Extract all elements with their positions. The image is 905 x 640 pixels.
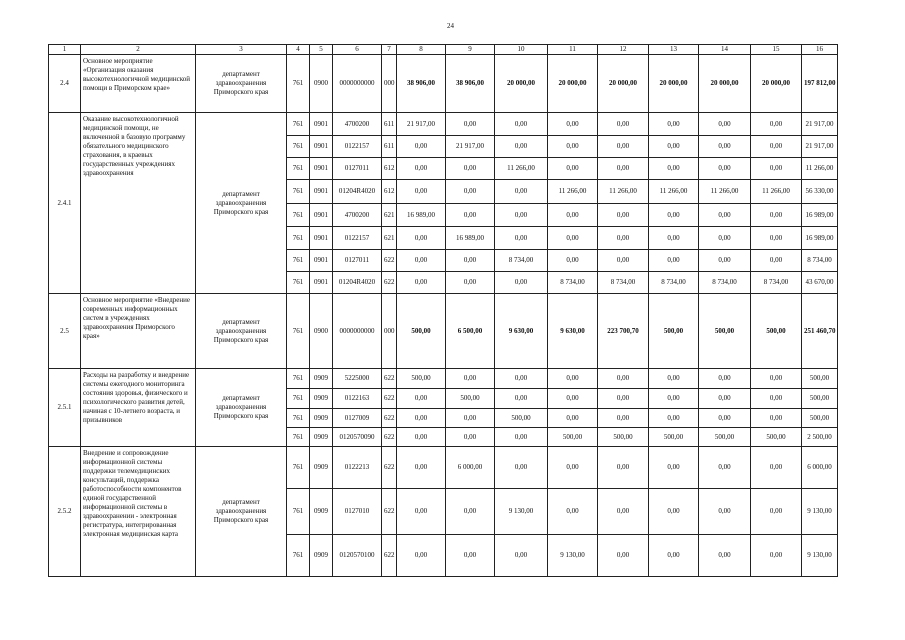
- amount-col-10: 11 266,00: [495, 158, 548, 180]
- amount-col-15: 0,00: [751, 227, 802, 250]
- amount-col-11: 0,00: [548, 489, 598, 535]
- item-name: Оказание высокотехнологичной медицинской помощи, не включенной в базовую программу обязательного медицинского страхования, в краевых государственных учреждениях здравоохранения: [81, 113, 196, 294]
- grbs-code: 761: [287, 204, 310, 227]
- expense-type-code: 000: [382, 294, 397, 369]
- amount-col-15: 0,00: [751, 535, 802, 577]
- section-code: 0901: [310, 158, 333, 180]
- amount-col-9: 38 906,00: [446, 55, 495, 113]
- section-code: 0909: [310, 489, 333, 535]
- amount-col-12: 0,00: [598, 447, 649, 489]
- amount-col-16: 8 734,00: [802, 250, 838, 272]
- column-header-6: 6: [333, 45, 382, 55]
- amount-col-10: 0,00: [495, 428, 548, 447]
- amount-col-15: 20 000,00: [751, 55, 802, 113]
- amount-col-15: 500,00: [751, 428, 802, 447]
- item-number: 2.5: [49, 294, 81, 369]
- amount-col-9: 0,00: [446, 250, 495, 272]
- amount-col-14: 0,00: [699, 136, 751, 158]
- amount-col-8: 16 989,00: [397, 204, 446, 227]
- amount-col-12: 0,00: [598, 409, 649, 428]
- column-header-7: 7: [382, 45, 397, 55]
- responsible-department: департамент здравоохранения Приморского края: [196, 369, 287, 447]
- column-header-16: 16: [802, 45, 838, 55]
- amount-col-9: 500,00: [446, 389, 495, 409]
- amount-col-13: 0,00: [649, 136, 699, 158]
- amount-col-12: 0,00: [598, 389, 649, 409]
- amount-col-12: 223 700,70: [598, 294, 649, 369]
- grbs-code: 761: [287, 409, 310, 428]
- column-header-9: 9: [446, 45, 495, 55]
- amount-col-12: 0,00: [598, 535, 649, 577]
- amount-col-11: 9 630,00: [548, 294, 598, 369]
- amount-col-16: 16 989,00: [802, 204, 838, 227]
- section-code: 0900: [310, 55, 333, 113]
- target-article-code: 0127010: [333, 489, 382, 535]
- expense-type-code: 000: [382, 55, 397, 113]
- section-code: 0909: [310, 535, 333, 577]
- amount-col-14: 0,00: [699, 389, 751, 409]
- target-article-code: 0120570100: [333, 535, 382, 577]
- amount-col-9: 0,00: [446, 535, 495, 577]
- item-name: Основное мероприятие «Организация оказания высокотехнологичной медицинской помощи в Приморском крае»: [81, 55, 196, 113]
- expense-type-code: 612: [382, 180, 397, 204]
- amount-col-10: 0,00: [495, 204, 548, 227]
- amount-col-14: 0,00: [699, 535, 751, 577]
- amount-col-12: 0,00: [598, 369, 649, 389]
- amount-col-13: 0,00: [649, 227, 699, 250]
- target-article-code: 0122157: [333, 227, 382, 250]
- amount-col-11: 0,00: [548, 447, 598, 489]
- amount-col-16: 56 330,00: [802, 180, 838, 204]
- item-name: Расходы на разработку и внедрение системы ежегодного мониторинга состояния здоровья, физического и психологического развития детей, начиная с 10-летнего возраста, и призывников: [81, 369, 196, 447]
- amount-col-16: 11 266,00: [802, 158, 838, 180]
- amount-col-12: 8 734,00: [598, 272, 649, 294]
- amount-col-8: 0,00: [397, 409, 446, 428]
- amount-col-14: 0,00: [699, 227, 751, 250]
- expense-type-code: 622: [382, 447, 397, 489]
- amount-col-11: 500,00: [548, 428, 598, 447]
- table-row: [49, 55, 838, 113]
- amount-col-15: 0,00: [751, 250, 802, 272]
- column-header-12: 12: [598, 45, 649, 55]
- amount-col-9: 0,00: [446, 369, 495, 389]
- amount-col-11: 11 266,00: [548, 180, 598, 204]
- column-header-15: 15: [751, 45, 802, 55]
- amount-col-12: 0,00: [598, 227, 649, 250]
- grbs-code: 761: [287, 250, 310, 272]
- table-row: [49, 447, 838, 489]
- grbs-code: 761: [287, 180, 310, 204]
- budget-table: [48, 44, 838, 577]
- amount-col-15: 0,00: [751, 369, 802, 389]
- amount-col-14: 0,00: [699, 113, 751, 136]
- column-header-8: 8: [397, 45, 446, 55]
- amount-col-16: 2 500,00: [802, 428, 838, 447]
- grbs-code: 761: [287, 55, 310, 113]
- amount-col-11: 0,00: [548, 227, 598, 250]
- amount-col-13: 0,00: [649, 409, 699, 428]
- table-row: [49, 369, 838, 389]
- column-header-1: 1: [49, 45, 81, 55]
- amount-col-15: 0,00: [751, 158, 802, 180]
- amount-col-14: 0,00: [699, 158, 751, 180]
- section-code: 0901: [310, 272, 333, 294]
- column-header-4: 4: [287, 45, 310, 55]
- amount-col-11: 0,00: [548, 389, 598, 409]
- amount-col-14: 0,00: [699, 369, 751, 389]
- amount-col-8: 500,00: [397, 369, 446, 389]
- target-article-code: 4700200: [333, 204, 382, 227]
- section-code: 0900: [310, 294, 333, 369]
- amount-col-11: 8 734,00: [548, 272, 598, 294]
- amount-col-16: 251 460,70: [802, 294, 838, 369]
- amount-col-9: 0,00: [446, 272, 495, 294]
- amount-col-13: 0,00: [649, 204, 699, 227]
- target-article-code: 5225000: [333, 369, 382, 389]
- amount-col-9: 0,00: [446, 180, 495, 204]
- section-code: 0901: [310, 180, 333, 204]
- target-article-code: 0122157: [333, 136, 382, 158]
- grbs-code: 761: [287, 447, 310, 489]
- expense-type-code: 622: [382, 409, 397, 428]
- column-header-5: 5: [310, 45, 333, 55]
- amount-col-14: 8 734,00: [699, 272, 751, 294]
- amount-col-10: 20 000,00: [495, 55, 548, 113]
- amount-col-9: 6 000,00: [446, 447, 495, 489]
- amount-col-8: 38 906,00: [397, 55, 446, 113]
- expense-type-code: 621: [382, 227, 397, 250]
- section-code: 0909: [310, 409, 333, 428]
- amount-col-9: 0,00: [446, 204, 495, 227]
- expense-type-code: 622: [382, 428, 397, 447]
- amount-col-14: 0,00: [699, 409, 751, 428]
- amount-col-12: 0,00: [598, 113, 649, 136]
- expense-type-code: 611: [382, 136, 397, 158]
- section-code: 0909: [310, 428, 333, 447]
- grbs-code: 761: [287, 369, 310, 389]
- target-article-code: 0127011: [333, 158, 382, 180]
- column-header-14: 14: [699, 45, 751, 55]
- amount-col-15: 0,00: [751, 389, 802, 409]
- amount-col-10: 0,00: [495, 136, 548, 158]
- item-number: 2.5.2: [49, 447, 81, 577]
- amount-col-8: 0,00: [397, 535, 446, 577]
- grbs-code: 761: [287, 272, 310, 294]
- section-code: 0901: [310, 113, 333, 136]
- amount-col-16: 500,00: [802, 389, 838, 409]
- grbs-code: 761: [287, 113, 310, 136]
- amount-col-16: 9 130,00: [802, 535, 838, 577]
- amount-col-8: 0,00: [397, 428, 446, 447]
- amount-col-14: 500,00: [699, 294, 751, 369]
- target-article-code: 0120570090: [333, 428, 382, 447]
- amount-col-13: 0,00: [649, 250, 699, 272]
- amount-col-8: 0,00: [397, 389, 446, 409]
- amount-col-9: 0,00: [446, 158, 495, 180]
- target-article-code: 0000000000: [333, 294, 382, 369]
- section-code: 0901: [310, 250, 333, 272]
- responsible-department: департамент здравоохранения Приморского края: [196, 55, 287, 113]
- amount-col-13: 0,00: [649, 535, 699, 577]
- amount-col-10: 0,00: [495, 389, 548, 409]
- amount-col-10: 0,00: [495, 113, 548, 136]
- grbs-code: 761: [287, 294, 310, 369]
- amount-col-13: 0,00: [649, 489, 699, 535]
- amount-col-11: 0,00: [548, 113, 598, 136]
- amount-col-9: 0,00: [446, 113, 495, 136]
- section-code: 0901: [310, 136, 333, 158]
- amount-col-11: 9 130,00: [548, 535, 598, 577]
- amount-col-12: 0,00: [598, 204, 649, 227]
- amount-col-15: 0,00: [751, 409, 802, 428]
- amount-col-13: 0,00: [649, 113, 699, 136]
- section-code: 0909: [310, 447, 333, 489]
- expense-type-code: 611: [382, 113, 397, 136]
- amount-col-14: 0,00: [699, 447, 751, 489]
- amount-col-10: 9 630,00: [495, 294, 548, 369]
- expense-type-code: 622: [382, 389, 397, 409]
- amount-col-13: 0,00: [649, 158, 699, 180]
- amount-col-8: 0,00: [397, 447, 446, 489]
- amount-col-16: 43 670,00: [802, 272, 838, 294]
- table-row: [49, 294, 838, 369]
- amount-col-16: 6 000,00: [802, 447, 838, 489]
- amount-col-13: 11 266,00: [649, 180, 699, 204]
- amount-col-8: 500,00: [397, 294, 446, 369]
- amount-col-14: 500,00: [699, 428, 751, 447]
- amount-col-15: 0,00: [751, 136, 802, 158]
- amount-col-15: 0,00: [751, 447, 802, 489]
- amount-col-10: 9 130,00: [495, 489, 548, 535]
- amount-col-13: 20 000,00: [649, 55, 699, 113]
- amount-col-12: 500,00: [598, 428, 649, 447]
- expense-type-code: 612: [382, 158, 397, 180]
- amount-col-15: 8 734,00: [751, 272, 802, 294]
- amount-col-9: 21 917,00: [446, 136, 495, 158]
- amount-col-12: 11 266,00: [598, 180, 649, 204]
- amount-col-10: 0,00: [495, 447, 548, 489]
- grbs-code: 761: [287, 428, 310, 447]
- amount-col-8: 0,00: [397, 250, 446, 272]
- amount-col-12: 0,00: [598, 136, 649, 158]
- amount-col-8: 21 917,00: [397, 113, 446, 136]
- grbs-code: 761: [287, 489, 310, 535]
- amount-col-8: 0,00: [397, 180, 446, 204]
- amount-col-13: 500,00: [649, 294, 699, 369]
- amount-col-15: 0,00: [751, 489, 802, 535]
- grbs-code: 761: [287, 389, 310, 409]
- amount-col-14: 0,00: [699, 489, 751, 535]
- amount-col-16: 21 917,00: [802, 113, 838, 136]
- responsible-department: департамент здравоохранения Приморского края: [196, 447, 287, 577]
- amount-col-16: 197 812,00: [802, 55, 838, 113]
- amount-col-8: 0,00: [397, 136, 446, 158]
- section-code: 0901: [310, 204, 333, 227]
- responsible-department: департамент здравоохранения Приморского края: [196, 294, 287, 369]
- item-name: Основное мероприятие «Внедрение современных информационных систем в учреждениях здравоохранения Приморского края»: [81, 294, 196, 369]
- target-article-code: 0122213: [333, 447, 382, 489]
- grbs-code: 761: [287, 535, 310, 577]
- amount-col-15: 11 266,00: [751, 180, 802, 204]
- amount-col-11: 0,00: [548, 409, 598, 428]
- target-article-code: 01204R4020: [333, 180, 382, 204]
- section-code: 0909: [310, 389, 333, 409]
- amount-col-11: 0,00: [548, 158, 598, 180]
- amount-col-10: 0,00: [495, 535, 548, 577]
- amount-col-15: 0,00: [751, 113, 802, 136]
- grbs-code: 761: [287, 227, 310, 250]
- target-article-code: 4700200: [333, 113, 382, 136]
- amount-col-9: 16 989,00: [446, 227, 495, 250]
- amount-col-15: 500,00: [751, 294, 802, 369]
- amount-col-9: 0,00: [446, 428, 495, 447]
- target-article-code: 0127009: [333, 409, 382, 428]
- amount-col-12: 0,00: [598, 250, 649, 272]
- amount-col-8: 0,00: [397, 489, 446, 535]
- amount-col-14: 0,00: [699, 204, 751, 227]
- amount-col-10: 0,00: [495, 227, 548, 250]
- amount-col-14: 20 000,00: [699, 55, 751, 113]
- column-header-3: 3: [196, 45, 287, 55]
- column-header-13: 13: [649, 45, 699, 55]
- amount-col-12: 20 000,00: [598, 55, 649, 113]
- amount-col-12: 0,00: [598, 489, 649, 535]
- amount-col-16: 9 130,00: [802, 489, 838, 535]
- item-number: 2.5.1: [49, 369, 81, 447]
- amount-col-10: 500,00: [495, 409, 548, 428]
- amount-col-15: 0,00: [751, 204, 802, 227]
- grbs-code: 761: [287, 136, 310, 158]
- expense-type-code: 622: [382, 250, 397, 272]
- amount-col-16: 500,00: [802, 409, 838, 428]
- header-row: [49, 45, 838, 55]
- amount-col-11: 20 000,00: [548, 55, 598, 113]
- table-row: [49, 113, 838, 136]
- amount-col-10: 0,00: [495, 180, 548, 204]
- expense-type-code: 622: [382, 369, 397, 389]
- amount-col-16: 16 989,00: [802, 227, 838, 250]
- expense-type-code: 622: [382, 535, 397, 577]
- target-article-code: 01204R4020: [333, 272, 382, 294]
- page-number: 24: [447, 22, 454, 30]
- target-article-code: 0000000000: [333, 55, 382, 113]
- amount-col-13: 0,00: [649, 369, 699, 389]
- amount-col-11: 0,00: [548, 136, 598, 158]
- amount-col-14: 0,00: [699, 250, 751, 272]
- column-header-10: 10: [495, 45, 548, 55]
- column-header-11: 11: [548, 45, 598, 55]
- amount-col-11: 0,00: [548, 204, 598, 227]
- amount-col-10: 0,00: [495, 272, 548, 294]
- amount-col-8: 0,00: [397, 227, 446, 250]
- amount-col-9: 0,00: [446, 409, 495, 428]
- amount-col-12: 0,00: [598, 158, 649, 180]
- amount-col-8: 0,00: [397, 272, 446, 294]
- section-code: 0909: [310, 369, 333, 389]
- grbs-code: 761: [287, 158, 310, 180]
- amount-col-13: 8 734,00: [649, 272, 699, 294]
- amount-col-13: 500,00: [649, 428, 699, 447]
- target-article-code: 0127011: [333, 250, 382, 272]
- item-name: Внедрение и сопровождение информационной системы поддержки телемедицинских консультаций, поддержка работоспособности компонентов единой государственной информационной системы в здравоохранении - электронная регистратура, интегрированная электронная медицинская карта: [81, 447, 196, 577]
- expense-type-code: 622: [382, 489, 397, 535]
- amount-col-13: 0,00: [649, 447, 699, 489]
- amount-col-16: 500,00: [802, 369, 838, 389]
- amount-col-14: 11 266,00: [699, 180, 751, 204]
- amount-col-11: 0,00: [548, 369, 598, 389]
- responsible-department: департамент здравоохранения Приморского края: [196, 113, 287, 294]
- amount-col-10: 0,00: [495, 369, 548, 389]
- amount-col-9: 6 500,00: [446, 294, 495, 369]
- amount-col-8: 0,00: [397, 158, 446, 180]
- amount-col-9: 0,00: [446, 489, 495, 535]
- expense-type-code: 622: [382, 272, 397, 294]
- amount-col-13: 0,00: [649, 389, 699, 409]
- amount-col-11: 0,00: [548, 250, 598, 272]
- expense-type-code: 621: [382, 204, 397, 227]
- item-number: 2.4: [49, 55, 81, 113]
- column-header-2: 2: [81, 45, 196, 55]
- target-article-code: 0122163: [333, 389, 382, 409]
- section-code: 0901: [310, 227, 333, 250]
- item-number: 2.4.1: [49, 113, 81, 294]
- amount-col-10: 8 734,00: [495, 250, 548, 272]
- amount-col-16: 21 917,00: [802, 136, 838, 158]
